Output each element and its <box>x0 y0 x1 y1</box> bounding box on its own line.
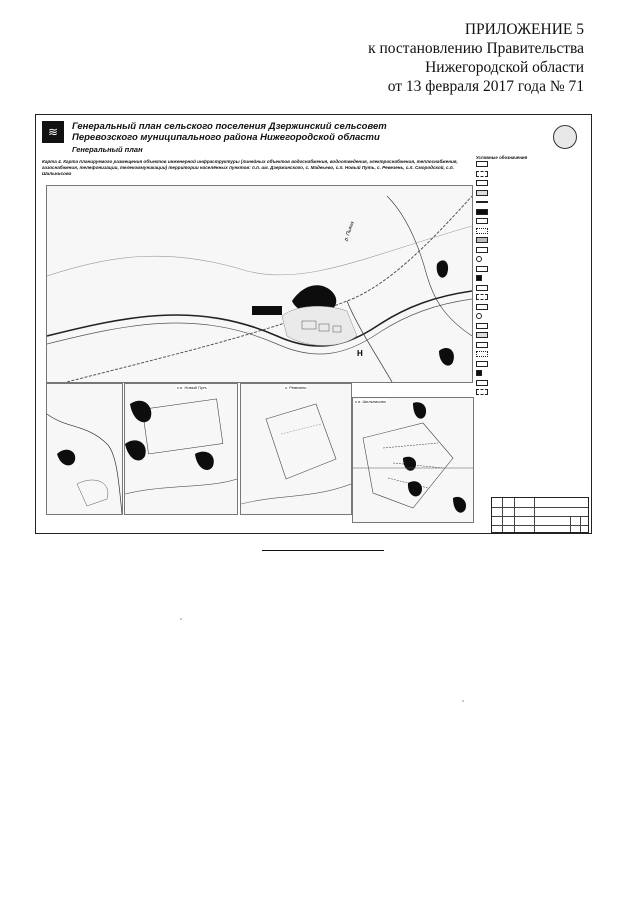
map-legend <box>476 155 586 435</box>
legend-symbol <box>476 256 482 262</box>
appendix-line-2: к постановлению Правительства <box>368 40 584 57</box>
legend-symbol <box>476 323 488 329</box>
inset-label-revezen: с. Ревезень <box>285 385 307 390</box>
legend-item <box>476 303 586 313</box>
legend-symbol <box>476 304 488 310</box>
appendix-line-3: Нижегородской области <box>425 59 584 76</box>
inset-map-west <box>46 383 123 515</box>
inset-label-shilnisovo: с.п. Шильнисово <box>355 399 386 404</box>
legend-symbol <box>476 228 488 234</box>
legend-item <box>476 293 586 303</box>
legend-symbol <box>476 201 488 203</box>
legend-item <box>476 369 586 379</box>
legend-item <box>476 284 586 294</box>
legend-item <box>476 189 586 199</box>
map-sheet <box>35 114 592 534</box>
main-map <box>46 185 473 383</box>
inset-map-settlement <box>352 397 474 523</box>
legend-symbol <box>476 294 488 300</box>
legend-symbol <box>476 190 488 196</box>
legend-symbol <box>476 180 488 186</box>
legend-symbol <box>476 285 488 291</box>
map-dark-area <box>439 348 454 366</box>
legend-symbol <box>476 247 488 253</box>
legend-item <box>476 208 586 218</box>
legend-title: Условные обозначения <box>476 155 528 160</box>
title-block-stamp <box>491 497 589 533</box>
legend-symbol <box>476 171 488 177</box>
appendix-line-4: от 13 февраля 2017 года № 71 <box>387 78 584 95</box>
legend-symbol <box>476 275 482 281</box>
wave-logo-icon: ≋ <box>42 121 64 143</box>
legend-symbol <box>476 266 488 272</box>
map-river <box>47 291 472 346</box>
legend-symbol <box>476 342 488 348</box>
map-title-line-2: Перевозского муниципального района Нижегородской области <box>72 132 380 143</box>
legend-item <box>476 360 586 370</box>
legend-symbol <box>476 218 488 224</box>
legend-item <box>476 217 586 227</box>
legend-item <box>476 331 586 341</box>
map-header <box>42 121 512 177</box>
legend-symbol <box>476 209 488 215</box>
legend-item <box>476 170 586 180</box>
appendix-header <box>254 20 584 96</box>
north-arrow-icon <box>553 125 577 149</box>
appendix-line-1: ПРИЛОЖЕНИЕ 5 <box>464 21 584 38</box>
legend-item <box>476 246 586 256</box>
map-dark-area <box>437 260 448 277</box>
map-caption: Карта 4. Карта планируемого размещения объектов инженерной инфраструктуры (линейных объектов водоснабжения, водоотведения, электроснабжения, теплоснабжения, газоснабжения, телефонизации, телекоммуникации) территории населённых пунктов: п.п. им. Дзержинского, с. Мадеьево, с.п. Новый Путь, с. Ревезень, с.п. Смородской, с.п. Шильнисово <box>42 159 458 176</box>
legend-item <box>476 255 586 265</box>
legend-item <box>476 350 586 360</box>
map-titles <box>72 121 512 155</box>
legend-item <box>476 312 586 322</box>
legend-symbol <box>476 237 488 243</box>
scan-speck <box>462 700 464 702</box>
scan-speck <box>180 618 182 620</box>
map-subtitle: Генеральный план <box>72 145 143 154</box>
map-building <box>252 306 282 315</box>
legend-item <box>476 198 586 208</box>
legend-item <box>476 341 586 351</box>
legend-item <box>476 236 586 246</box>
map-field-boundary <box>47 226 472 276</box>
legend-symbol <box>476 370 482 376</box>
legend-symbol <box>476 332 488 338</box>
legend-item <box>476 227 586 237</box>
page-divider <box>262 550 384 551</box>
legend-item <box>476 322 586 332</box>
map-forest-strip <box>387 196 472 336</box>
legend-item <box>476 179 586 189</box>
legend-symbol <box>476 313 482 319</box>
map-road <box>67 196 472 382</box>
map-title-line-1: Генеральный план сельского поселения Дзержинский сельсовет <box>72 121 387 132</box>
legend-symbol <box>476 351 488 357</box>
legend-item <box>476 265 586 275</box>
legend-symbol <box>476 161 488 167</box>
map-settlement-marker: Н <box>357 349 363 358</box>
legend-symbol <box>476 389 488 395</box>
inset-map-center <box>124 383 238 515</box>
legend-item <box>476 274 586 284</box>
inset-map-east <box>240 383 352 515</box>
legend-item <box>476 160 586 170</box>
legend-symbol <box>476 361 488 367</box>
legend-symbol <box>476 380 488 386</box>
legend-item <box>476 379 586 389</box>
legend-item <box>476 388 586 398</box>
map-settlement-area <box>282 306 357 345</box>
inset-label-new-way: с.п. Новый Путь <box>177 385 207 390</box>
map-road-secondary <box>347 301 392 382</box>
map-river-label: р. Пьяна <box>343 220 356 242</box>
